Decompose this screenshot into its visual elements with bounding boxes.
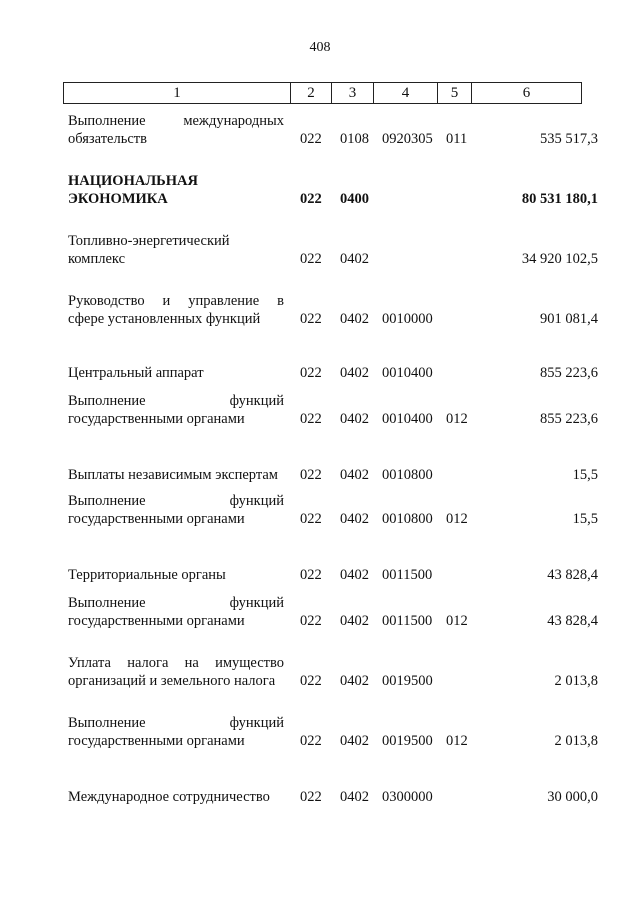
header-col-3: 3: [332, 83, 374, 104]
description-line-1: Выполнение международных: [68, 113, 284, 129]
cell-c2: 022: [300, 733, 322, 749]
cell-c3: 0402: [340, 613, 369, 629]
cell-c4: 0010800: [382, 467, 433, 483]
description-line-2: государственными органами: [68, 511, 245, 527]
row-description: [68, 594, 284, 630]
cell-c6: 15,5: [572, 467, 598, 483]
cell-c6: 901 081,4: [540, 311, 598, 327]
cell-c4: 0011500: [382, 613, 433, 629]
cell-c3: 0402: [340, 733, 369, 749]
cell-c6: 855 223,6: [540, 365, 598, 381]
row-description: [68, 654, 284, 690]
cell-c3: 0402: [340, 511, 369, 527]
description-line-2: государственными органами: [68, 411, 245, 427]
header-col-6: 6: [472, 83, 582, 104]
cell-c2: 022: [300, 511, 322, 527]
cell-c5: 012: [446, 613, 468, 629]
cell-c2: 022: [300, 613, 322, 629]
cell-c6: 2 013,8: [554, 733, 598, 749]
cell-c3: 0402: [340, 789, 369, 805]
cell-c5: 012: [446, 733, 468, 749]
header-col-5: 5: [438, 83, 472, 104]
description-line-1: НАЦИОНАЛЬНАЯ: [68, 173, 198, 189]
description-line-1: Топливно-энергетический: [68, 233, 230, 249]
description-line-1: Выполнение функций: [68, 393, 284, 409]
cell-c5: 012: [446, 411, 468, 427]
table-header: [63, 82, 582, 104]
cell-c4: 0011500: [382, 567, 433, 583]
row-description: [68, 770, 284, 806]
page-number: 408: [309, 40, 331, 55]
cell-c3: 0402: [340, 311, 369, 327]
cell-c4: 0010000: [382, 311, 433, 327]
cell-c2: 022: [300, 673, 322, 689]
cell-c6: 34 920 102,5: [521, 251, 598, 267]
cell-c6: 2 013,8: [554, 673, 598, 689]
cell-c5: 012: [446, 511, 468, 527]
row-description: [68, 232, 284, 268]
cell-c6: 15,5: [572, 511, 598, 527]
cell-c4: 0019500: [382, 673, 433, 689]
cell-c2: 022: [300, 789, 322, 805]
cell-c6: 43 828,4: [547, 567, 598, 583]
description-line-2: Территориальные органы: [68, 567, 226, 583]
description-line-1: [68, 548, 284, 566]
cell-c4: 0920305: [382, 131, 433, 147]
cell-c2: 022: [300, 131, 322, 147]
cell-c6: 43 828,4: [547, 613, 598, 629]
description-line-2: комплекс: [68, 251, 126, 267]
cell-c3: 0108: [340, 131, 369, 147]
cell-c3: 0402: [340, 251, 369, 267]
cell-c2: 022: [300, 411, 322, 427]
row-description: [68, 392, 284, 428]
cell-c3: 0400: [340, 191, 369, 207]
cell-c3: 0402: [340, 467, 369, 483]
cell-c2: 022: [300, 191, 322, 207]
cell-c2: 022: [300, 311, 322, 327]
cell-c3: 0402: [340, 365, 369, 381]
description-line-2: организаций и земельного налога: [68, 673, 276, 689]
cell-c2: 022: [300, 365, 322, 381]
cell-c6: 855 223,6: [540, 411, 598, 427]
row-description: [68, 492, 284, 528]
cell-c4: 0019500: [382, 733, 433, 749]
description-line-1: [68, 770, 284, 788]
description-line-1: [68, 346, 284, 364]
cell-c3: 0402: [340, 567, 369, 583]
cell-c3: 0402: [340, 411, 369, 427]
description-line-1: Руководство и управление в: [68, 293, 284, 309]
description-line-2: обязательств: [68, 131, 147, 147]
cell-c2: 022: [300, 567, 322, 583]
description-line-2: Международное сотрудничество: [68, 789, 270, 805]
description-line-1: Уплата налога на имущество: [68, 655, 284, 671]
row-description: [68, 548, 284, 584]
description-line-1: Выполнение функций: [68, 715, 284, 731]
row-description: [68, 292, 284, 328]
header-col-1: 1: [64, 83, 291, 104]
header-col-2: 2: [291, 83, 332, 104]
description-line-1: Выполнение функций: [68, 595, 284, 611]
description-line-2: государственными органами: [68, 613, 245, 629]
description-line-1: Выполнение функций: [68, 493, 284, 509]
cell-c2: 022: [300, 467, 322, 483]
row-description: [68, 714, 284, 750]
description-line-2: сфере установленных функций: [68, 311, 261, 327]
row-description: [68, 112, 284, 148]
cell-c4: 0300000: [382, 789, 433, 805]
cell-c6: 535 517,3: [540, 131, 598, 147]
cell-c6: 80 531 180,1: [521, 191, 598, 207]
description-line-1: [68, 448, 284, 466]
description-line-2: ЭКОНОМИКА: [68, 191, 168, 207]
row-description: [68, 448, 284, 484]
cell-c4: 0010400: [382, 411, 433, 427]
cell-c4: 0010400: [382, 365, 433, 381]
description-line-2: государственными органами: [68, 733, 245, 749]
cell-c5: 011: [446, 131, 468, 147]
description-line-2: Центральный аппарат: [68, 365, 204, 381]
cell-c3: 0402: [340, 673, 369, 689]
row-description: [68, 172, 284, 208]
description-line-2: Выплаты независимым экспертам: [68, 467, 278, 483]
row-description: [68, 346, 284, 382]
cell-c6: 30 000,0: [547, 789, 598, 805]
cell-c4: 0010800: [382, 511, 433, 527]
cell-c2: 022: [300, 251, 322, 267]
header-col-4: 4: [374, 83, 438, 104]
